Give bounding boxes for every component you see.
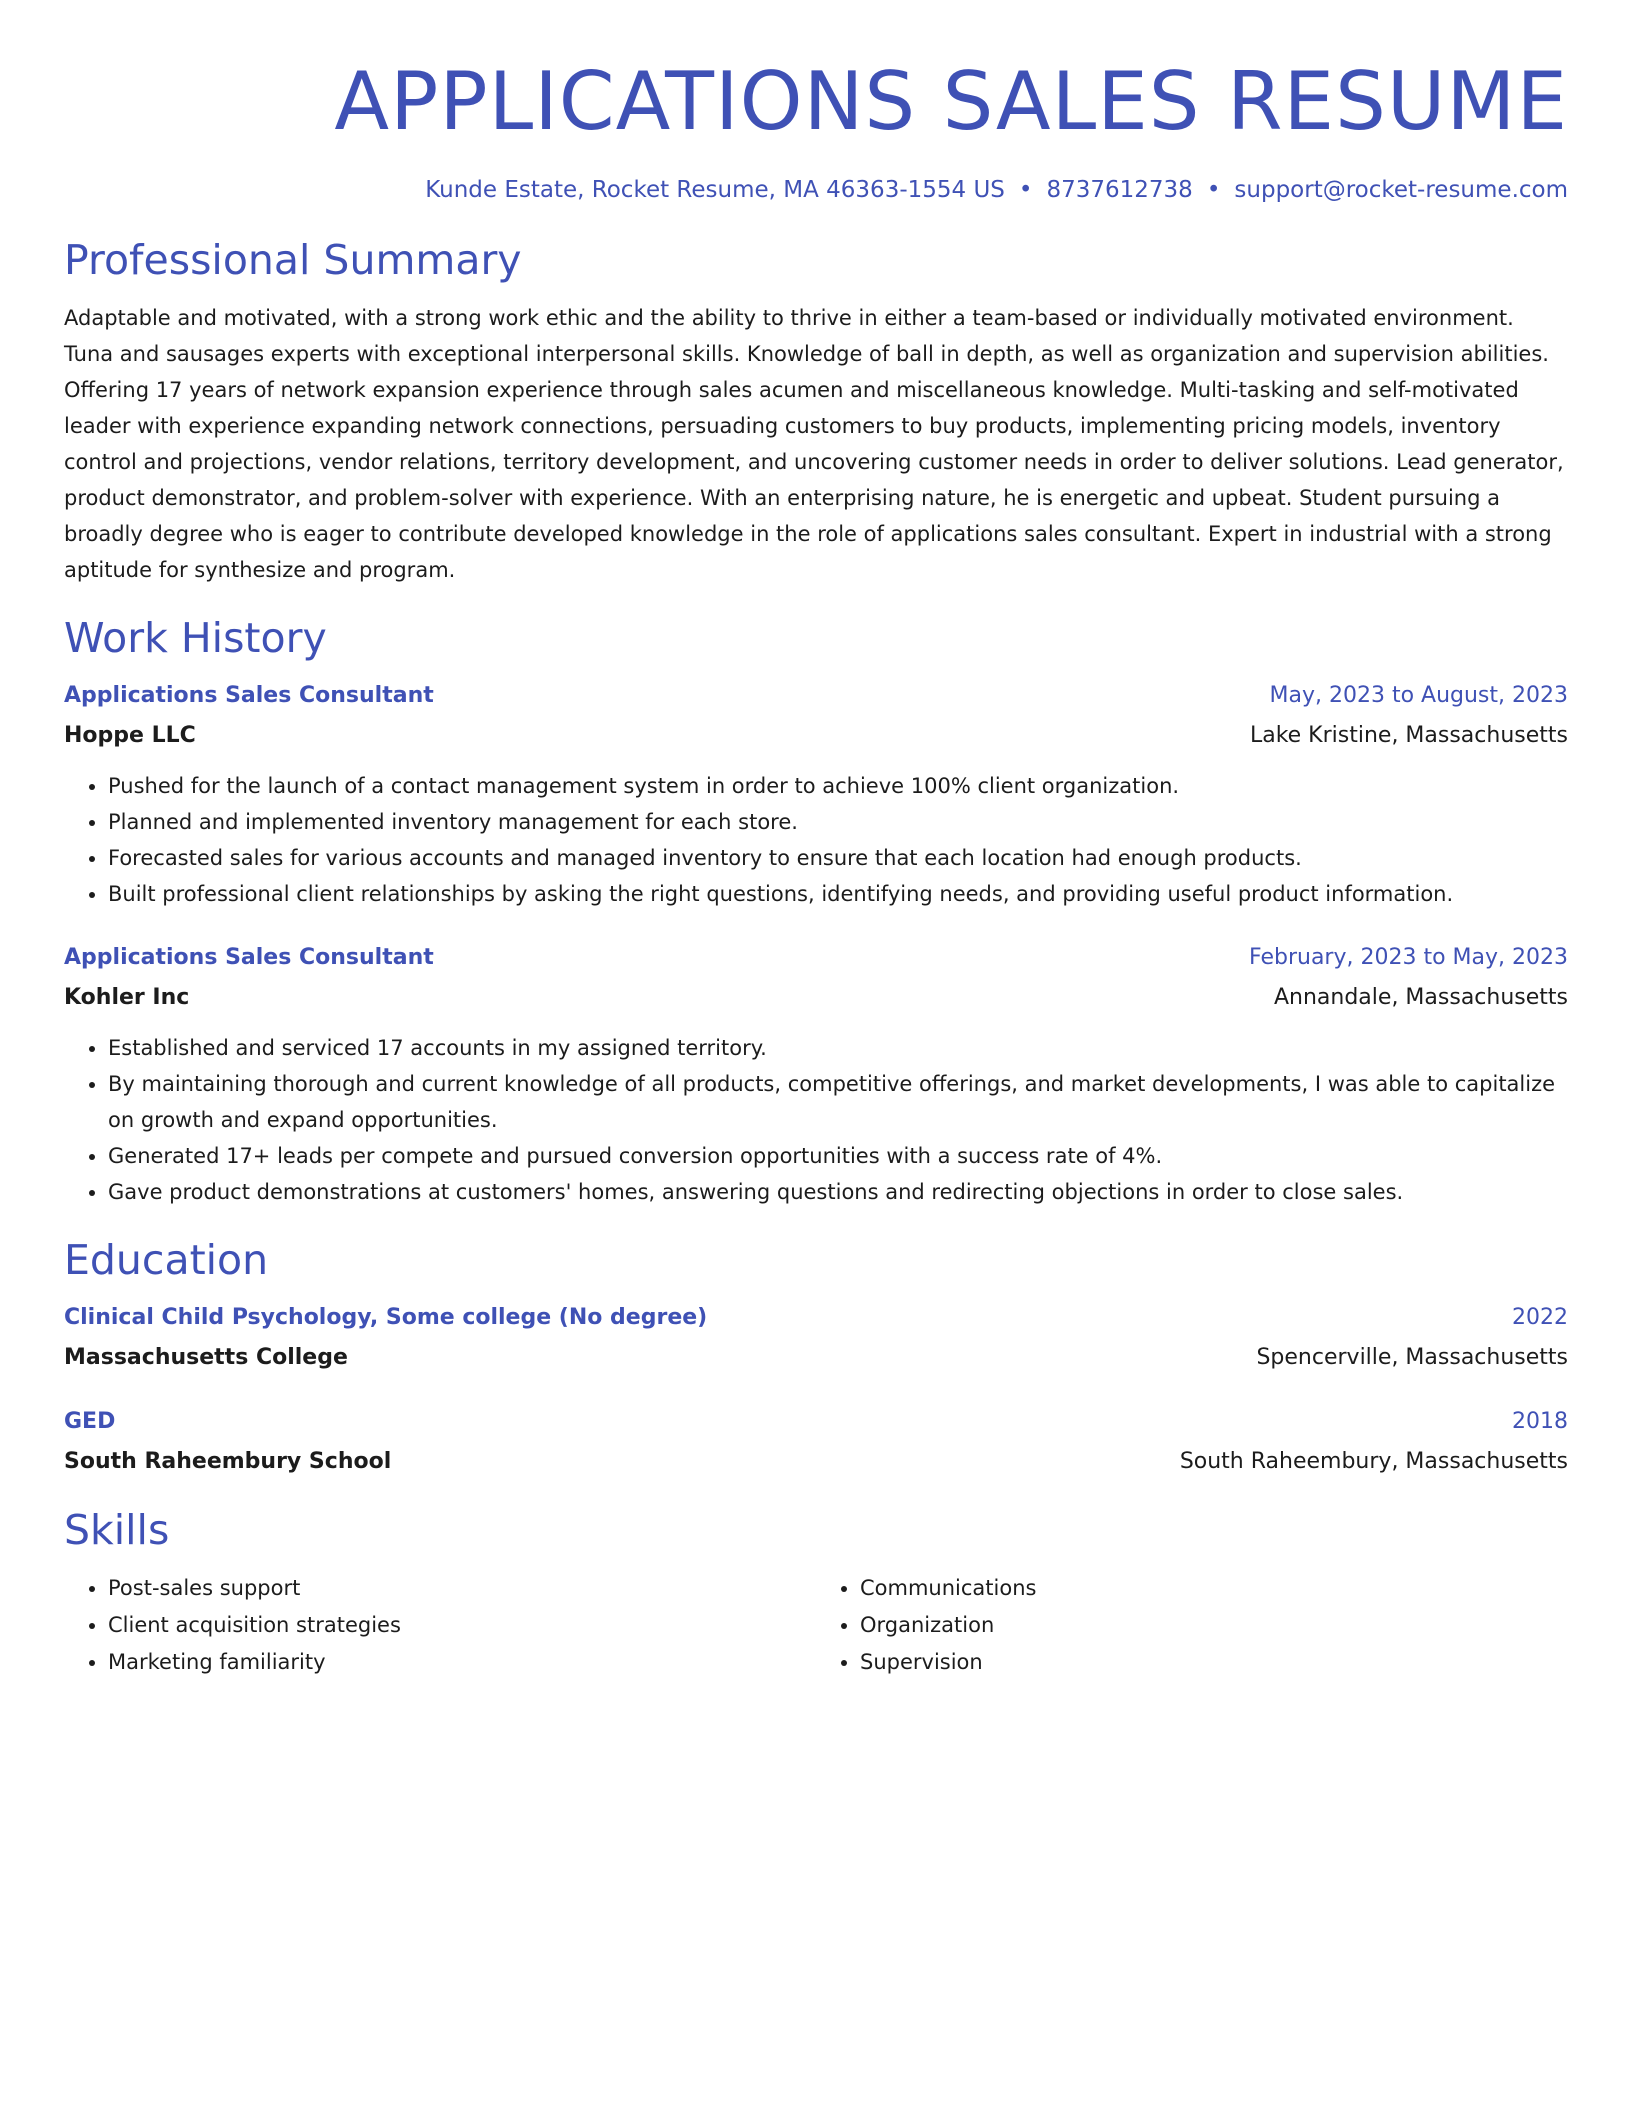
degree-name: GED	[64, 1409, 116, 1434]
degree-name: Clinical Child Psychology, Some college (No degree)	[64, 1305, 708, 1330]
work-history-section	[64, 612, 1568, 1210]
school-name: South Raheembury School	[64, 1449, 392, 1474]
school-location: South Raheembury, Massachusetts	[1179, 1449, 1568, 1474]
job-entry	[64, 940, 1568, 1210]
contact-separator: •	[1206, 177, 1221, 203]
job-location: Annandale, Massachusetts	[1273, 985, 1568, 1010]
job-bullet: • Planned and implemented inventory management for each store.	[108, 804, 1568, 840]
resume-header	[64, 0, 1568, 206]
skills-section	[64, 1504, 1568, 1681]
skill-item: • Communications	[860, 1570, 1568, 1607]
job-bullet: • Established and serviced 17 accounts in my assigned territory.	[108, 1030, 1568, 1066]
skills-heading: Skills	[64, 1506, 170, 1554]
skills-columns	[64, 1570, 1568, 1681]
education-year: 2018	[1512, 1409, 1568, 1434]
company-name: Hoppe LLC	[64, 723, 196, 748]
school-name: Massachusetts College	[64, 1345, 348, 1370]
skill-item: • Post-sales support	[108, 1570, 816, 1607]
skill-item: • Marketing familiarity	[108, 1644, 816, 1681]
job-bullets	[64, 1030, 1568, 1210]
contact-address: Kunde Estate, Rocket Resume, MA 46363-1554 US	[425, 177, 1005, 203]
resume-title: APPLICATIONS SALES RESUME	[334, 55, 1568, 148]
education-year: 2022	[1512, 1305, 1568, 1330]
work-history-heading: Work History	[64, 614, 327, 662]
job-entry	[64, 678, 1568, 912]
education-entry	[64, 1404, 1568, 1480]
company-name: Kohler Inc	[64, 985, 190, 1010]
job-dates: February, 2023 to May, 2023	[1249, 945, 1568, 970]
contact-separator: •	[1018, 177, 1033, 203]
job-dates: May, 2023 to August, 2023	[1269, 683, 1568, 708]
skills-list-left	[64, 1570, 816, 1681]
job-title: Applications Sales Consultant	[64, 683, 434, 708]
job-bullet: • By maintaining thorough and current knowledge of all products, competitive offerings, and market developments, I was able to capitalize on growth and expand opportunities.	[108, 1066, 1568, 1138]
job-bullet: • Forecasted sales for various accounts and managed inventory to ensure that each location had enough products.	[108, 840, 1568, 876]
skill-item: • Organization	[860, 1607, 1568, 1644]
job-bullet: • Built professional client relationships by asking the right questions, identifying needs, and providing useful product information.	[108, 876, 1568, 912]
skill-item: • Supervision	[860, 1644, 1568, 1681]
job-bullets	[64, 768, 1568, 912]
contact-phone: 8737612738	[1046, 177, 1193, 203]
school-location: Spencerville, Massachusetts	[1256, 1345, 1568, 1370]
skill-item: • Client acquisition strategies	[108, 1607, 816, 1644]
education-entry	[64, 1300, 1568, 1376]
job-bullet: • Pushed for the launch of a contact management system in order to achieve 100% client organization.	[108, 768, 1568, 804]
job-bullet: • Generated 17+ leads per compete and pursued conversion opportunities with a success rate of 4%.	[108, 1138, 1568, 1174]
contact-line	[64, 174, 1568, 206]
contact-email: support@rocket-resume.com	[1234, 177, 1568, 203]
education-section	[64, 1234, 1568, 1480]
job-title: Applications Sales Consultant	[64, 945, 434, 970]
skills-list-right	[816, 1570, 1568, 1681]
education-heading: Education	[64, 1236, 269, 1284]
summary-text: Adaptable and motivated, with a strong work ethic and the ability to thrive in either a team-based or individually motivated environment. Tuna and sausages experts with exceptional interpersonal skills. Knowledge of ball in depth, as well as organization and supervision abilities. Offering 17 years of network expansion experience through sales acumen and miscellaneous knowledge. Multi-tasking and self-motivated leader with experience expanding network connections, persuading customers to buy products, implementing pricing models, inventory control and projections, vendor relations, territory development, and uncovering customer needs in order to deliver solutions. Lead generator, product demonstrator, and problem-solver with experience. With an enterprising nature, he is energetic and upbeat. Student pursuing a broadly degree who is eager to contribute developed knowledge in the role of applications sales consultant. Expert in industrial with a strong aptitude for synthesize and program.	[64, 306, 1564, 582]
job-bullet: • Gave product demonstrations at customers' homes, answering questions and redirecting objections in order to close sales.	[108, 1174, 1568, 1210]
job-location: Lake Kristine, Massachusetts	[1249, 723, 1568, 748]
summary-heading: Professional Summary	[64, 236, 522, 284]
